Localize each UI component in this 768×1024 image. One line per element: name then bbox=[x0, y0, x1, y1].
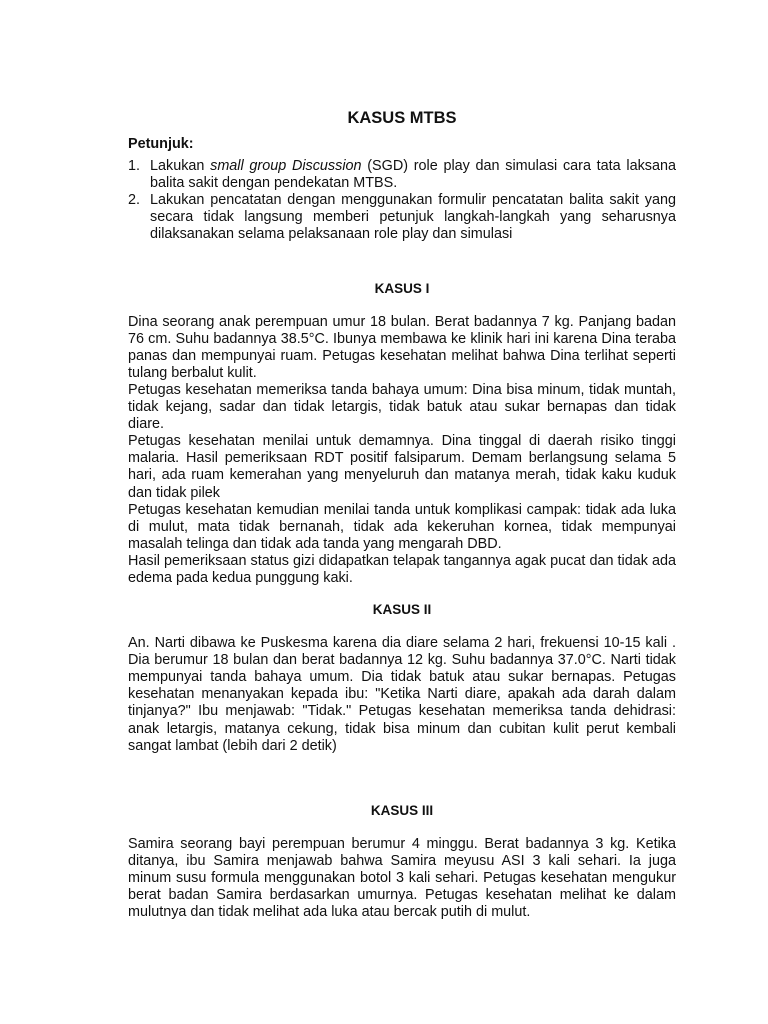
instruction-text: Lakukan pencatatan dengan menggunakan formulir pencatatan balita sakit yang secara tidak langsung memberi petunjuk langkah-langkah yang seharusnya dilaksanakan selama pelaksanaan role play dan simulasi bbox=[150, 192, 676, 243]
instruction-text-after: (SGD) role play dan simulasi cara tata laksana balita sakit dengan pendekatan MTBS. bbox=[150, 158, 676, 192]
instruction-number: 2. bbox=[128, 192, 141, 209]
instructions-label: Petunjuk: bbox=[128, 136, 194, 152]
case-paragraph: Petugas kesehatan memeriksa tanda bahaya umum: Dina bisa minum, tidak muntah, tidak kejang, sadar dan tidak letargis, tidak batuk atau sukar bernapas dan tidak diare. bbox=[128, 381, 676, 433]
instructions-list bbox=[128, 158, 676, 243]
instruction-item bbox=[128, 158, 676, 192]
case-paragraph: Petugas kesehatan menilai untuk demamnya. Dina tinggal di daerah risiko tinggi malaria. Hasil pemeriksaan RDT positif falsiparum. Demam berlangsung selama 5 hari, ada ruam kemerahan yang menyeluruh dan matanya merah, tidak kaku kuduk dan tidak pilek bbox=[128, 433, 676, 501]
instruction-text bbox=[150, 158, 676, 192]
case-heading: KASUS II bbox=[372, 602, 432, 618]
case-1 bbox=[128, 280, 676, 588]
document-page bbox=[128, 108, 676, 921]
case-heading: KASUS I bbox=[374, 280, 430, 296]
case-paragraph: Petugas kesehatan kemudian menilai tanda untuk komplikasi campak: tidak ada luka di mulut, mata tidak bernanah, tidak ada kekeruhan kornea, tidak mempunyai masalah telinga dan tidak ada tanda yang mengarah DBD. bbox=[128, 501, 676, 552]
instruction-text-before: Lakukan bbox=[150, 158, 211, 175]
instruction-emphasis: small group Discussion bbox=[210, 158, 362, 175]
instruction-item bbox=[128, 192, 676, 243]
case-paragraph: Samira seorang bayi perempuan berumur 4 minggu. Berat badannya 3 kg. Ketika ditanya, ibu Samira menjawab bahwa Samira meyusu ASI 3 kali sehari. Ia juga minum susu formula menggunakan botol 3 kali sehari. Petugas kesehatan mengukur berat badan Samira berdasarkan umurnya. Petugas kesehatan melihat ke dalam mulutnya dan tidak melihat ada luka atau bercak putih di mulut. bbox=[128, 835, 676, 921]
case-paragraph: Dina seorang anak perempuan umur 18 bulan. Berat badannya 7 kg. Panjang badan 76 cm. Suhu badannya 38.5°C. Ibunya membawa ke klinik hari ini karena Dina teraba panas dan mempunyai ruam. Petugas kesehatan melihat bahwa Dina terlihat seperti tulang berbalut kulit. bbox=[128, 313, 676, 381]
case-2 bbox=[128, 601, 676, 755]
case-paragraph: An. Narti dibawa ke Puskesma karena dia diare selama 2 hari, frekuensi 10-15 kali . Dia berumur 18 bulan dan berat badannya 12 kg. Suhu badannya 37.0°C. Narti tidak mempunyai tanda bahaya umum. Dia tidak batuk atau sukar bernapas. Petugas kesehatan menanyakan kepada ibu: "Ketika Narti diare, apakah ada darah dalam tinjanya?" Ibu menjawab: "Tidak." Petugas kesehatan memeriksa tanda dehidrasi: anak letargis, matanya cekung, tidak bisa minum dan cubitan kulit perut kembali sangat lambat (lebih dari 2 detik) bbox=[128, 635, 676, 754]
case-3 bbox=[128, 802, 676, 921]
case-paragraph: Hasil pemeriksaan status gizi didapatkan telapak tangannya agak pucat dan tidak ada edema pada kedua punggung kaki. bbox=[128, 552, 676, 586]
document-title: KASUS MTBS bbox=[347, 109, 457, 127]
case-heading: KASUS III bbox=[370, 802, 434, 818]
instruction-number: 1. bbox=[128, 158, 141, 175]
